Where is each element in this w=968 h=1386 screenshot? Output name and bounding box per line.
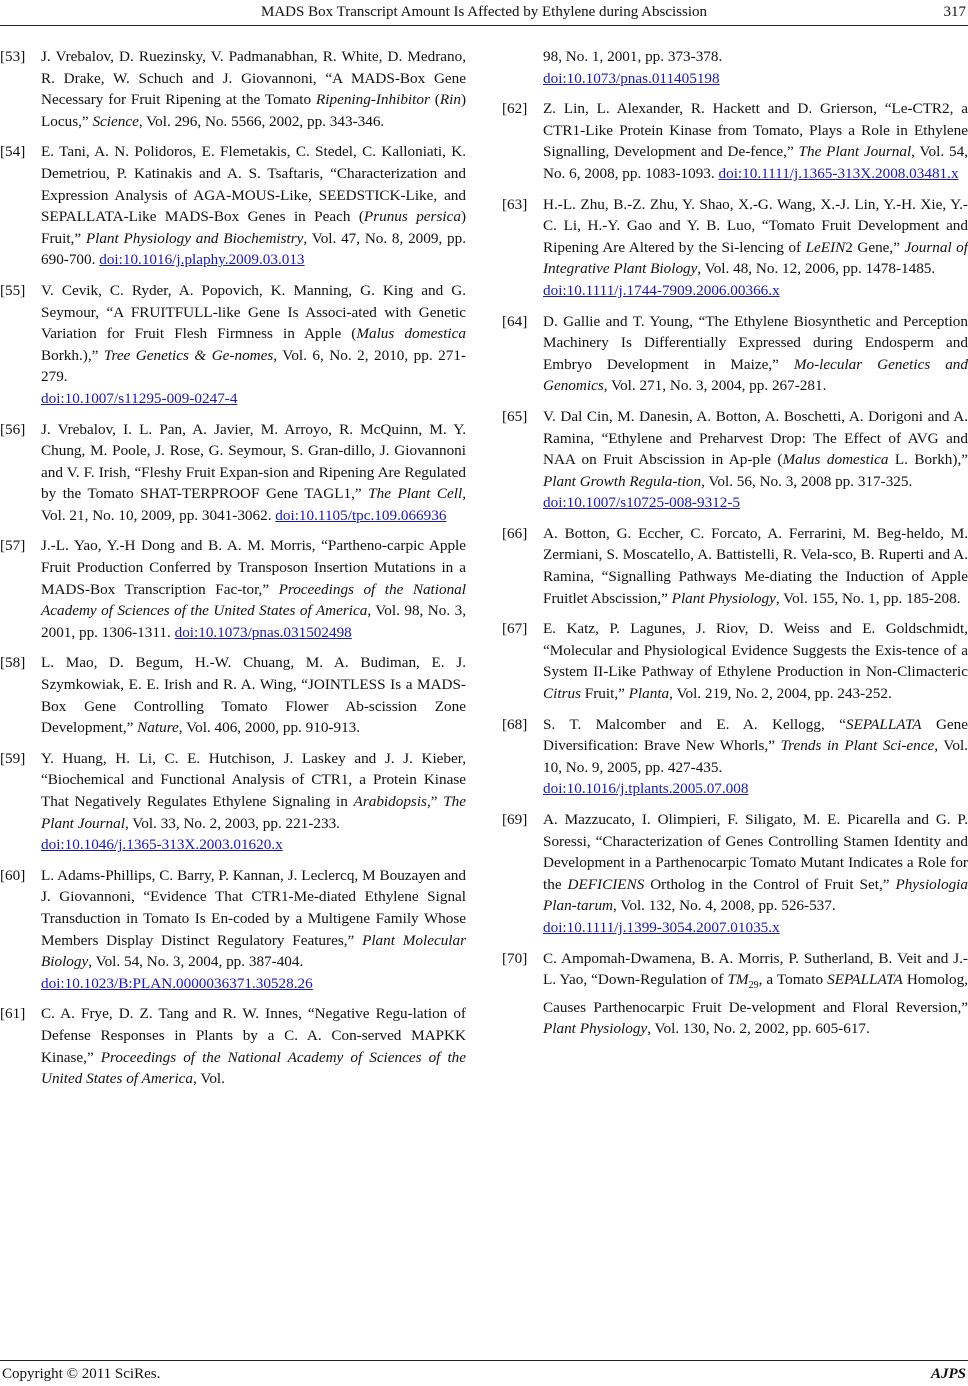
- doi-link[interactable]: doi:10.1016/j.tplants.2005.07.008: [543, 780, 749, 798]
- reference-body: [543, 620, 968, 702]
- reference-body: [543, 408, 968, 514]
- reference-text: , Vol. 271, No. 3, 2004, pp. 267-281.: [603, 377, 827, 395]
- reference-text: , Vol. 98, No. 3, 2001, pp. 1306-1311.: [41, 602, 466, 641]
- reference-italic: Mo-lecular Genetics and Genomics: [543, 355, 968, 395]
- doi-link[interactable]: doi:10.1073/pnas.031502498: [174, 623, 352, 641]
- reference-text: L. Mao, D. Begum, H.-W. Chuang, M. A. Budiman, E. J. Szymkowiak, E. E. Irish and R. A. Wing, “JOINTLESS Is a MADS-Box Gene Controlling Tomato Flower Ab-scission Zone Development,”: [41, 654, 466, 737]
- reference-body: [41, 282, 466, 410]
- reference-text: (: [429, 91, 440, 109]
- reference-item: [0, 46, 466, 132]
- reference-text: , Vol. 6, No. 2, 2010, pp. 271-279.: [41, 346, 466, 386]
- reference-body: [41, 867, 466, 995]
- reference-italic: Proceedings of the National Academy of Sciences of the United States of America: [41, 1048, 466, 1088]
- reference-italic: Plant Physiology and Biochemistry: [85, 229, 304, 247]
- reference-number: [64]: [502, 312, 528, 330]
- doi-link[interactable]: doi:10.1111/j.1399-3054.2007.01035.x: [543, 918, 780, 936]
- reference-italic: Rin: [439, 91, 461, 109]
- reference-text: E. Tani, A. N. Polidoros, E. Flemetakis, C. Stedel, C. Kalloniati, K. Demetriou, P. Katinakis and A. S. Tsaftaris, “Characterization and Expression Analysis of AGA-MOUS-Like, SEEDSTICK-Like, and SEPALLATA-Like MADS-Box Genes in Peach (: [41, 143, 466, 226]
- reference-italic: Planta: [628, 685, 670, 703]
- reference-text: , a Tomato: [758, 971, 828, 989]
- reference-body: [41, 421, 466, 524]
- reference-italic: Science: [92, 112, 139, 130]
- header-rule: [0, 25, 968, 26]
- reference-number: [55]: [0, 281, 26, 299]
- doi-link[interactable]: doi:10.1105/tpc.109.066936: [275, 506, 447, 524]
- reference-italic: Malus domestica: [356, 325, 466, 343]
- reference-item: [0, 535, 466, 643]
- reference-text: ,”: [426, 793, 444, 810]
- reference-item: [502, 523, 968, 609]
- reference-number: [69]: [502, 811, 528, 828]
- reference-text: S. T. Malcomber and E. A. Kellogg, “: [543, 715, 846, 733]
- reference-number: [60]: [0, 866, 26, 884]
- references-right-column: [502, 46, 968, 1049]
- doi-link[interactable]: doi:10.1007/s11295-009-0247-4: [41, 389, 238, 407]
- reference-italic: Trends in Plant Sci-ence: [780, 737, 935, 755]
- reference-item: [502, 809, 968, 939]
- reference-item: [0, 280, 466, 410]
- reference-text: L. Borkh),”: [888, 451, 968, 469]
- doi-link[interactable]: doi:10.1016/j.plaphy.2009.03.013: [99, 251, 305, 269]
- reference-body: [543, 811, 968, 939]
- reference-body: [41, 48, 466, 130]
- reference-item: [0, 652, 466, 738]
- reference-text: , Vol. 56, No. 3, 2008 pp. 317-325.: [701, 472, 913, 490]
- reference-number: [65]: [502, 407, 528, 425]
- reference-text: , Vol. 130, No. 2, 2002, pp. 605-617.: [647, 1020, 870, 1038]
- reference-italic: Journal of Integrative Plant Biology: [543, 238, 968, 278]
- copyright-notice: Copyright © 2011 SciRes.: [2, 1366, 161, 1382]
- reference-item: [0, 748, 466, 856]
- reference-text: ) Locus,”: [41, 91, 466, 130]
- reference-body: [41, 654, 466, 736]
- reference-text: H.-L. Zhu, B.-Z. Zhu, Y. Shao, X.-G. Wang, X.-J. Lin, Y.-H. Xie, Y.-C. Li, H.-Y. Gao and Y. B. Luo, “Tomato Fruit Development and Ripening Are Altered by the Si-lencing of: [543, 195, 968, 256]
- reference-text: V. Cevik, C. Ryder, A. Popovich, K. Manning, G. King and G. Seymour, “A FRUITFULL-like Gene Is Associ-ated with Genetic Variation for Fruit Flesh Firmness in Apple (: [41, 281, 466, 343]
- reference-text: , Vol. 155, No. 1, pp. 185-208.: [775, 589, 961, 607]
- reference-text: C. Ampomah-Dwamena, B. A. Morris, P. Sutherland, B. Veit and J.-L. Yao, “Down-Regulation of: [543, 949, 968, 989]
- doi-link[interactable]: doi:10.1007/s10725-008-9312-5: [543, 494, 741, 512]
- reference-italic: Plant Physiology: [543, 1020, 648, 1038]
- reference-text: , Vol. 54, No. 3, 2004, pp. 387-404.: [88, 953, 304, 971]
- reference-number: [62]: [502, 100, 528, 118]
- reference-continuation: [502, 46, 968, 89]
- reference-text: Gene Diversification: Brave New Whorls,”: [543, 715, 968, 755]
- reference-item: [0, 419, 466, 527]
- reference-item: [502, 948, 968, 1040]
- reference-text: , Vol. 132, No. 4, 2008, pp. 526-537.: [613, 897, 836, 915]
- footer-rule: [0, 1360, 968, 1361]
- reference-italic: Citrus: [543, 685, 581, 703]
- reference-text: , Vol. 10, No. 9, 2005, pp. 427-435.: [543, 737, 968, 776]
- reference-number: [54]: [0, 143, 26, 161]
- reference-body: [543, 313, 968, 395]
- doi-link[interactable]: doi:10.1111/j.1365-313X.2008.03481.x: [718, 164, 959, 182]
- reference-text: , Vol.: [193, 1070, 225, 1088]
- reference-item: [502, 311, 968, 397]
- reference-italic: LeEIN: [805, 238, 846, 256]
- reference-text: J. Vrebalov, I. L. Pan, A. Javier, M. Arroyo, R. McQuinn, M. Y. Chung, M. Poole, J. Rose, G. Seymour, S. Gran-dillo, J. Giovannoni and V. F. Irish, “Fleshy Fruit Expan-sion and Ripening Are Regulated by the Tomato SHAT-TERPROOF Gene TAGL1,”: [41, 420, 466, 503]
- reference-italic: Tree Genetics & Ge-nomes: [103, 346, 274, 364]
- reference-text: J.-L. Yao, Y.-H Dong and B. A. M. Morris, “Partheno-carpic Apple Fruit Production Conferred by Transposon Insertion Mutations in a MADS-Box Transcription Fac-tor,”: [41, 537, 466, 598]
- reference-italic: The Plant Journal: [798, 143, 912, 161]
- reference-text: , Vol. 21, No. 10, 2009, pp. 3041-3062.: [41, 485, 466, 524]
- reference-item: [0, 865, 466, 995]
- page-number: 317: [943, 4, 966, 20]
- reference-number: [68]: [502, 715, 528, 733]
- reference-item: [502, 406, 968, 514]
- reference-italic: TM: [727, 971, 749, 989]
- reference-number: [57]: [0, 537, 26, 555]
- reference-text: Y. Huang, H. Li, C. E. Hutchison, J. Laskey and J. J. Kieber, “Biochemical and Functional Analysis of CTR1, a Protein Kinase That Negatively Regulates Ethylene Signaling in: [41, 749, 466, 810]
- reference-text: Borkh.),”: [41, 346, 104, 364]
- doi-link[interactable]: doi:10.1046/j.1365-313X.2003.01620.x: [41, 836, 283, 854]
- reference-body: [543, 950, 968, 1038]
- reference-text: C. A. Frye, D. Z. Tang and R. W. Innes, “Negative Regu-lation of Defense Responses in Plants by a C. A. Con-served MAPKK Kinase,”: [41, 1005, 466, 1066]
- reference-text: A. Mazzucato, I. Olimpieri, F. Siligato, M. E. Picarella and G. P. Soressi, “Characterization of Genes Controlling Stamen Identity and Development in a Parthenocarpic Tomato Mutant Indicates a Role for the: [543, 811, 968, 893]
- reference-body: [41, 537, 466, 640]
- reference-number: [63]: [502, 195, 528, 213]
- reference-item: [0, 1003, 466, 1089]
- reference-text: , Vol. 219, No. 2, 2004, pp. 243-252.: [669, 685, 892, 703]
- reference-text: Fruit,”: [580, 685, 629, 703]
- reference-italic: Malus domestica: [782, 451, 889, 469]
- reference-item: [502, 714, 968, 800]
- running-title: MADS Box Transcript Amount Is Affected by Ethylene during Abscission: [261, 4, 707, 20]
- reference-body: [543, 100, 968, 182]
- reference-italic: Proceedings of the National Academy of Sciences of the United States of America: [41, 580, 466, 620]
- reference-body: [543, 525, 968, 607]
- reference-text: , Vol. 47, No. 8, 2009, pp. 690-700.: [41, 229, 466, 269]
- reference-text: , Vol. 54, No. 6, 2008, pp. 1083-1093.: [543, 143, 968, 182]
- reference-text: 2 Gene,”: [845, 238, 905, 256]
- reference-number: [66]: [502, 524, 528, 542]
- reference-number: [59]: [0, 749, 26, 767]
- reference-italic: SEPALLATA: [845, 715, 922, 733]
- running-header: [0, 0, 968, 24]
- reference-body: [41, 750, 466, 856]
- reference-italic: Plant Growth Regula-tion: [543, 472, 702, 490]
- reference-text: , Vol. 33, No. 2, 2003, pp. 221-233.: [124, 814, 340, 832]
- reference-text: Homolog, Causes Parthenocarpic Fruit De-velopment and Floral Reversion,”: [543, 971, 968, 1016]
- reference-italic: Plant Physiology: [671, 589, 776, 607]
- reference-text: E. Katz, P. Lagunes, J. Riov, D. Weiss and E. Goldschmidt, “Molecular and Physiological Evidence Suggests the Exis-tence of a System II-Like Pathway of Ethylene Production in Non-Climacteric: [543, 620, 968, 681]
- reference-item: [0, 141, 466, 271]
- reference-text: 98, No. 1, 2001, pp. 373-378.: [543, 48, 723, 65]
- reference-italic: Arabidopsis: [353, 793, 427, 810]
- subscript: 29: [748, 980, 759, 992]
- reference-italic: SEPALLATA: [827, 971, 903, 989]
- reference-number: [70]: [502, 949, 528, 967]
- reference-italic: The Plant Journal: [41, 793, 466, 832]
- reference-text: , Vol. 48, No. 12, 2006, pp. 1478-1485.: [697, 260, 936, 278]
- reference-text: , Vol. 406, 2000, pp. 910-913.: [178, 719, 361, 737]
- reference-body: [543, 196, 968, 302]
- reference-item: [502, 618, 968, 704]
- reference-italic: Plant Molecular Biology: [41, 931, 467, 971]
- reference-text: L. Adams-Phillips, C. Barry, P. Kannan, J. Leclercq, M Bouzayen and J. Giovannoni, “Evidence That CTR1-Me-diated Ethylene Signal Transduction in Tomato Is En-coded by a Multigene Family Whose Members Display Distinct Regulatory Features,”: [41, 866, 466, 949]
- reference-body: [41, 143, 466, 268]
- reference-number: [56]: [0, 420, 26, 438]
- reference-italic: The Plant Cell: [368, 485, 463, 503]
- reference-italic: Physiologia Plan-tarum: [543, 875, 968, 915]
- reference-item: [502, 98, 968, 184]
- reference-italic: Ripening-Inhibitor: [315, 91, 430, 109]
- reference-number: [61]: [0, 1005, 26, 1023]
- reference-text: , Vol. 296, No. 5566, 2002, pp. 343-346.: [138, 112, 385, 130]
- reference-number: [58]: [0, 654, 26, 672]
- references-left-column: [0, 46, 466, 1099]
- reference-italic: DEFICIENS: [567, 875, 645, 893]
- reference-body: [41, 1005, 466, 1087]
- doi-link[interactable]: doi:10.1111/j.1744-7909.2006.00366.x: [543, 281, 780, 299]
- reference-italic: Nature: [137, 719, 179, 737]
- reference-text: ) Fruit,”: [41, 208, 466, 247]
- reference-number: [53]: [0, 48, 26, 65]
- reference-item: [502, 194, 968, 302]
- journal-abbreviation: AJPS: [930, 1366, 966, 1382]
- doi-link[interactable]: doi:10.1023/B:PLAN.0000036371.30528.26: [41, 974, 313, 992]
- reference-text: Ortholog in the Control of Fruit Set,”: [644, 875, 896, 893]
- reference-text: A. Botton, G. Eccher, C. Forcato, A. Ferrarini, M. Beg-heldo, M. Zermiani, S. Moscatello, A. Battistelli, R. Vela-sco, B. Ruperti and A. Ramina, “Signalling Pathways Me-diating the Induction of Apple Fruitlet Abscission,”: [543, 524, 968, 607]
- reference-text: Z. Lin, L. Alexander, R. Hackett and D. Grierson, “Le-CTR2, a CTR1-Like Protein Kinase from Tomato, Plays a Role in Ethylene Signalling, Development and De-fence,”: [543, 100, 968, 161]
- reference-number: [67]: [502, 620, 528, 638]
- reference-text: J. Vrebalov, D. Ruezinsky, V. Padmanabhan, R. White, D. Medrano, R. Drake, W. Schuch and J. Giovannoni, “A MADS-Box Gene Necessary for Fruit Ripening at the Tomato: [41, 48, 466, 109]
- doi-link[interactable]: doi:10.1073/pnas.011405198: [543, 69, 720, 87]
- references-list: [502, 98, 968, 1040]
- reference-text: V. Dal Cin, M. Danesin, A. Botton, A. Boschetti, A. Dorigoni and A. Ramina, “Ethylene and Preharvest Drop: The Effect of AVG and NAA on Fruit Abscission in Ap-ple (: [543, 407, 968, 469]
- reference-body: [543, 716, 968, 800]
- reference-text: D. Gallie and T. Young, “The Ethylene Biosynthetic and Perception Machinery Is Differentially Expressed during Endosperm and Embryo Development in Maize,”: [543, 312, 968, 373]
- reference-italic: Prunus persica: [363, 208, 461, 226]
